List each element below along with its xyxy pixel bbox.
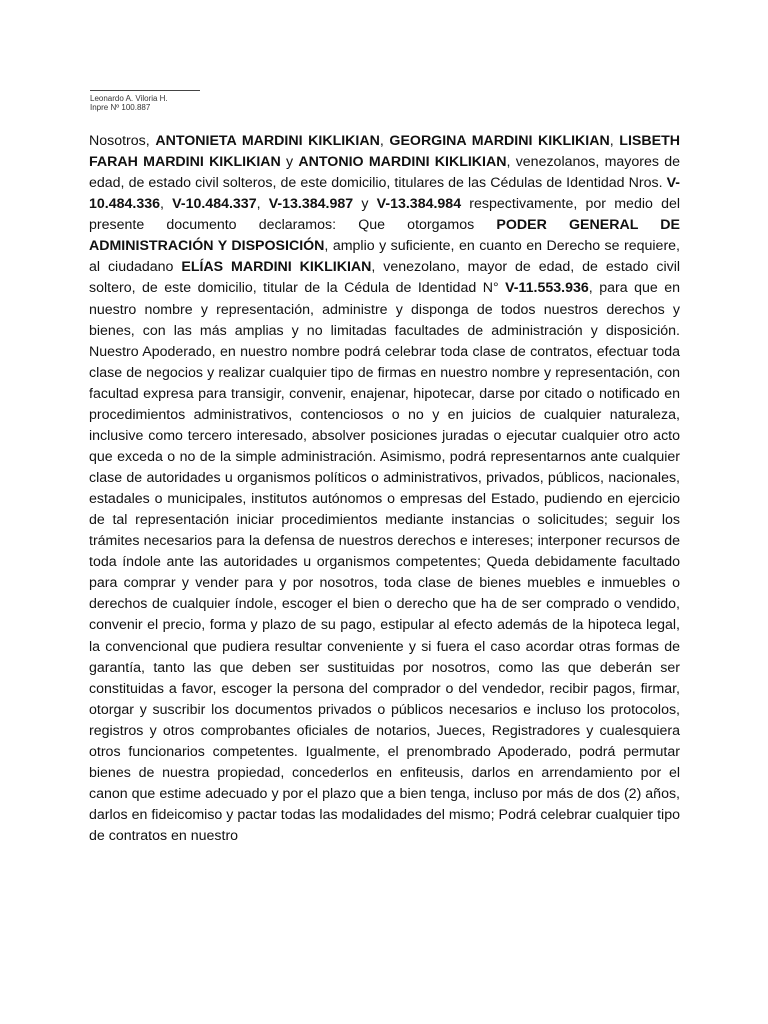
text-segment: , [609, 133, 620, 149]
bold-text-segment: ANTONIO MARDINI KIKLIKIAN [298, 154, 507, 171]
bold-text-segment: PODER GENERAL DE ADMINISTRACIÓN Y DISPOSICIÓN [89, 217, 680, 255]
signature-line [90, 90, 200, 91]
bold-text-segment: GEORGINA MARDINI KIKLIKIAN [389, 133, 610, 149]
text-segment: , [160, 196, 173, 213]
text-segment: y [280, 154, 299, 171]
signature-inpre: Inpre Nº 100.887 [90, 103, 151, 112]
text-segment: , venezolanos, mayores de edad, de estado civil solteros, de este domicilio, titulares de las Cédulas de Identidad Nros. [89, 154, 681, 192]
bold-text-segment: V-11.553.936 [505, 280, 589, 297]
bold-text-segment: V-10.484.337 [172, 196, 257, 213]
bold-text-segment: ELÍAS MARDINI KIKLIKIAN [181, 259, 372, 276]
bold-text-segment: V-13.384.987 [268, 196, 354, 213]
bold-text-segment: LISBETH FARAH MARDINI KIKLIKIAN [89, 133, 680, 171]
text-segment: , [379, 133, 390, 149]
text-segment: , [256, 196, 269, 213]
signature-name: Leonardo A. Viloria H. [90, 94, 168, 103]
bold-text-segment: V-13.384.984 [376, 196, 462, 213]
document-body-paragraph [89, 131, 680, 847]
text-segment: , para que en nuestro nombre y representación, administre y disponga de todos nuestros derechos y bienes, con las más amplias y no limitadas facultades de administración y disposición. Nuestro Apoderado, en nuestro nombre podrá celebrar toda clase de contratos, efectuar toda clase de negocios y realizar cualquier tipo de firmas en nuestro nombre y representación, con facultad expresa para transigir, convenir, enajenar, hipotecar, darse por citado o notificado en procedimientos administrativos, contenciosos o no y en juicios de cualquier naturaleza, inclusive como tercero interesado, absolver posiciones juradas o ejecutar cualquier otro acto que exceda o no de la simple administración. Asimismo, podrá representarnos ante cualquier clase de autoridades u organismos políticos o administrativos, privados, públicos, nacionales, estadales o municipales, institutos autónomos o empresas del Estado, pudiendo en ejercicio de tal representación iniciar procedimientos mediante instancias o solicitudes; seguir los trámites necesarios para la defensa de nuestros derechos e intereses; interponer recursos de toda índole ante las autoridades u organismos competentes; Queda debidamente facultado para comprar y vender para y por nosotros, toda clase de bienes muebles e inmuebles o derechos de cualquier índole, escoger el bien o derecho que ha de ser comprado o vendido, convenir el precio, forma y plazo de su pago, estipular al efecto además de la hipoteca legal, la convencional que pudiera resultar conveniente y si fuera el caso acordar otras formas de garantía, tanto las que deben ser sustituidas por nosotros, como las que deberán ser constituidas a favor, escoger la persona del comprador o del vendedor, recibir pagos, firmar, otorgar y suscribir los documentos privados o públicos necesarios e incluso los protocolos, registros y otros comprobantes oficiales de notarios, Jueces, Registradores y cualesquiera otros funcionarios competentes. Igualmente, el prenombrado Apoderado, podrá permutar bienes de nuestra propiedad, concederlos en enfiteusis, darlos en arrendamiento por el canon que estime adecuado y por el plazo que a bien tenga, incluso por más de dos (2) años, darlos en fideicomiso y pactar todas las modalidades del mismo; Podrá celebrar cualquier tipo de contratos en nuestro [89, 280, 681, 845]
bold-text-segment: ANTONIETA MARDINI KIKLIKIAN [155, 133, 380, 149]
signature-block [90, 90, 290, 112]
text-segment: respectivamente, por medio del presente documento declaramos: Que otorgamos [89, 196, 681, 234]
text-segment: , amplio y suficiente, en cuanto en Derecho se requiere, al ciudadano [89, 238, 680, 276]
bold-text-segment: V-10.484.336 [89, 175, 680, 213]
text-segment: y [353, 196, 377, 213]
text-segment: Nosotros, [89, 133, 156, 149]
text-segment: , venezolano, mayor de edad, de estado civil soltero, de este domicilio, titular de la Cédula de Identidad N° [89, 259, 680, 297]
